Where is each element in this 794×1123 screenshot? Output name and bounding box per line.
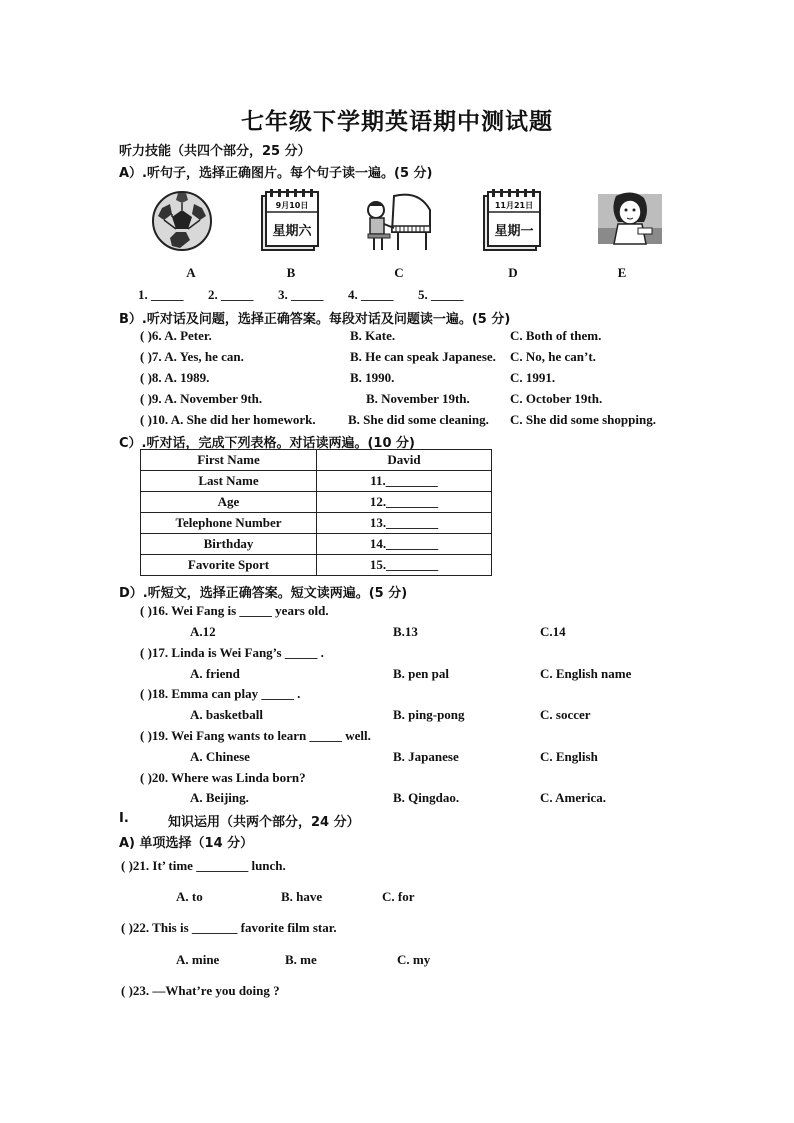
question-20: ( )20. Where was Linda born?: [140, 770, 306, 785]
option-a: A.12: [190, 624, 216, 639]
option-a: A. Beijing.: [190, 790, 249, 805]
table-cell-value: 12.________: [317, 492, 492, 513]
option-b: B. November 19th.: [366, 391, 470, 406]
option-b: B. me: [285, 952, 317, 967]
answer-blank: 2. _____: [208, 287, 254, 302]
option-b: B. Kate.: [350, 328, 396, 343]
picture-label: D: [508, 265, 518, 280]
option-b: B. ping-pong: [393, 707, 465, 722]
table-row: [141, 471, 492, 492]
table-row: [141, 534, 492, 555]
question-7: ( )7. A. Yes, he can.: [140, 349, 244, 364]
question-18: ( )18. Emma can play _____ .: [140, 686, 301, 701]
option-c: C. No, he can’t.: [510, 349, 596, 364]
question-16: ( )16. Wei Fang is _____ years old.: [140, 603, 329, 618]
section-a-heading: A）.听句子，选择正确图片。每个句子读一遍。(5 分): [119, 166, 433, 181]
table-row: [141, 492, 492, 513]
answer-blank: 5. _____: [418, 287, 464, 302]
question-10: ( )10. A. She did her homework.: [140, 412, 316, 427]
question-19: ( )19. Wei Fang wants to learn _____ well.: [140, 728, 371, 743]
part1-heading: 听力技能（共四个部分，25 分）: [119, 144, 311, 159]
picture-label: C: [394, 265, 404, 280]
question-8: ( )8. A. 1989.: [140, 370, 210, 385]
option-b: B. pen pal: [393, 666, 449, 681]
table-row: [141, 555, 492, 576]
table-cell-value: 15.________: [317, 555, 492, 576]
info-table: [140, 449, 492, 576]
option-c: C. soccer: [540, 707, 591, 722]
option-c: C. Both of them.: [510, 328, 602, 343]
table-cell-label: Telephone Number: [141, 513, 317, 534]
table-cell-label: Birthday: [141, 534, 317, 555]
table-cell-value: David: [317, 450, 492, 471]
table-row: [141, 450, 492, 471]
option-a: A. basketball: [190, 707, 263, 722]
option-c: C. for: [382, 889, 415, 904]
girl-on-phone-icon: [598, 188, 662, 254]
option-a: A. to: [176, 889, 203, 904]
section-d-heading: D）.听短文，选择正确答案。短文读两遍。(5 分): [119, 586, 408, 601]
table-cell-value: 14.________: [317, 534, 492, 555]
table-row: [141, 513, 492, 534]
part2-numeral: I.: [119, 811, 129, 826]
subsection-a-heading: A) 单项选择（14 分）: [119, 836, 254, 851]
part2-heading: 知识运用（共两个部分，24 分）: [168, 815, 360, 830]
option-c: C. English name: [540, 666, 632, 681]
table-cell-label: First Name: [141, 450, 317, 471]
option-c: C.14: [540, 624, 566, 639]
picture-label: B: [286, 265, 296, 280]
option-c: C. America.: [540, 790, 607, 805]
calendar-day: 星期六: [272, 224, 312, 239]
question-21: ( )21. It’ time ________ lunch.: [121, 858, 286, 873]
option-a: A. mine: [176, 952, 220, 967]
question-9: ( )9. A. November 9th.: [140, 391, 263, 406]
picture-label: E: [617, 265, 627, 280]
soccer-ball-icon: [150, 188, 214, 254]
option-c: C. English: [540, 749, 598, 764]
question-17: ( )17. Linda is Wei Fang’s _____ .: [140, 645, 324, 660]
answer-blank: 1. _____: [138, 287, 184, 302]
option-c: C. She did some shopping.: [510, 412, 656, 427]
option-b: B. Qingdao.: [393, 790, 460, 805]
option-b: B. She did some cleaning.: [348, 412, 489, 427]
calendar-day: 星期一: [494, 224, 534, 239]
option-b: B. 1990.: [350, 370, 395, 385]
question-6: ( )6. A. Peter.: [140, 328, 212, 343]
option-a: A. Chinese: [190, 749, 250, 764]
table-cell-label: Last Name: [141, 471, 317, 492]
table-cell-label: Age: [141, 492, 317, 513]
table-cell-value: 11.________: [317, 471, 492, 492]
calendar-date: 9月10日: [275, 201, 309, 210]
page-title: 七年级下学期英语期中测试题: [241, 109, 553, 135]
option-b: B. have: [281, 889, 323, 904]
option-c: C. my: [397, 952, 431, 967]
table-cell-label: Favorite Sport: [141, 555, 317, 576]
picture-label: A: [186, 265, 196, 280]
option-c: C. October 19th.: [510, 391, 603, 406]
question-23: ( )23. —What’re you doing ?: [121, 983, 280, 998]
question-22: ( )22. This is _______ favorite film star.: [121, 920, 337, 935]
calendar-icon: [480, 188, 544, 254]
answer-blank: 3. _____: [278, 287, 324, 302]
option-a: A. friend: [190, 666, 240, 681]
option-b: B. Japanese: [393, 749, 459, 764]
calendar-icon: [258, 188, 322, 254]
answer-blank: 4. _____: [348, 287, 394, 302]
table-cell-value: 13.________: [317, 513, 492, 534]
option-b: B. He can speak Japanese.: [350, 349, 496, 364]
section-c-heading: C）.听对话，完成下列表格。对话读两遍。(10 分): [119, 436, 415, 451]
section-b-heading: B）.听对话及问题，选择正确答案。每段对话及问题读一遍。(5 分): [119, 312, 511, 327]
option-b: B.13: [393, 624, 418, 639]
boy-playing-piano-icon: [364, 188, 434, 254]
option-c: C. 1991.: [510, 370, 556, 385]
calendar-date: 11月21日: [494, 201, 534, 210]
